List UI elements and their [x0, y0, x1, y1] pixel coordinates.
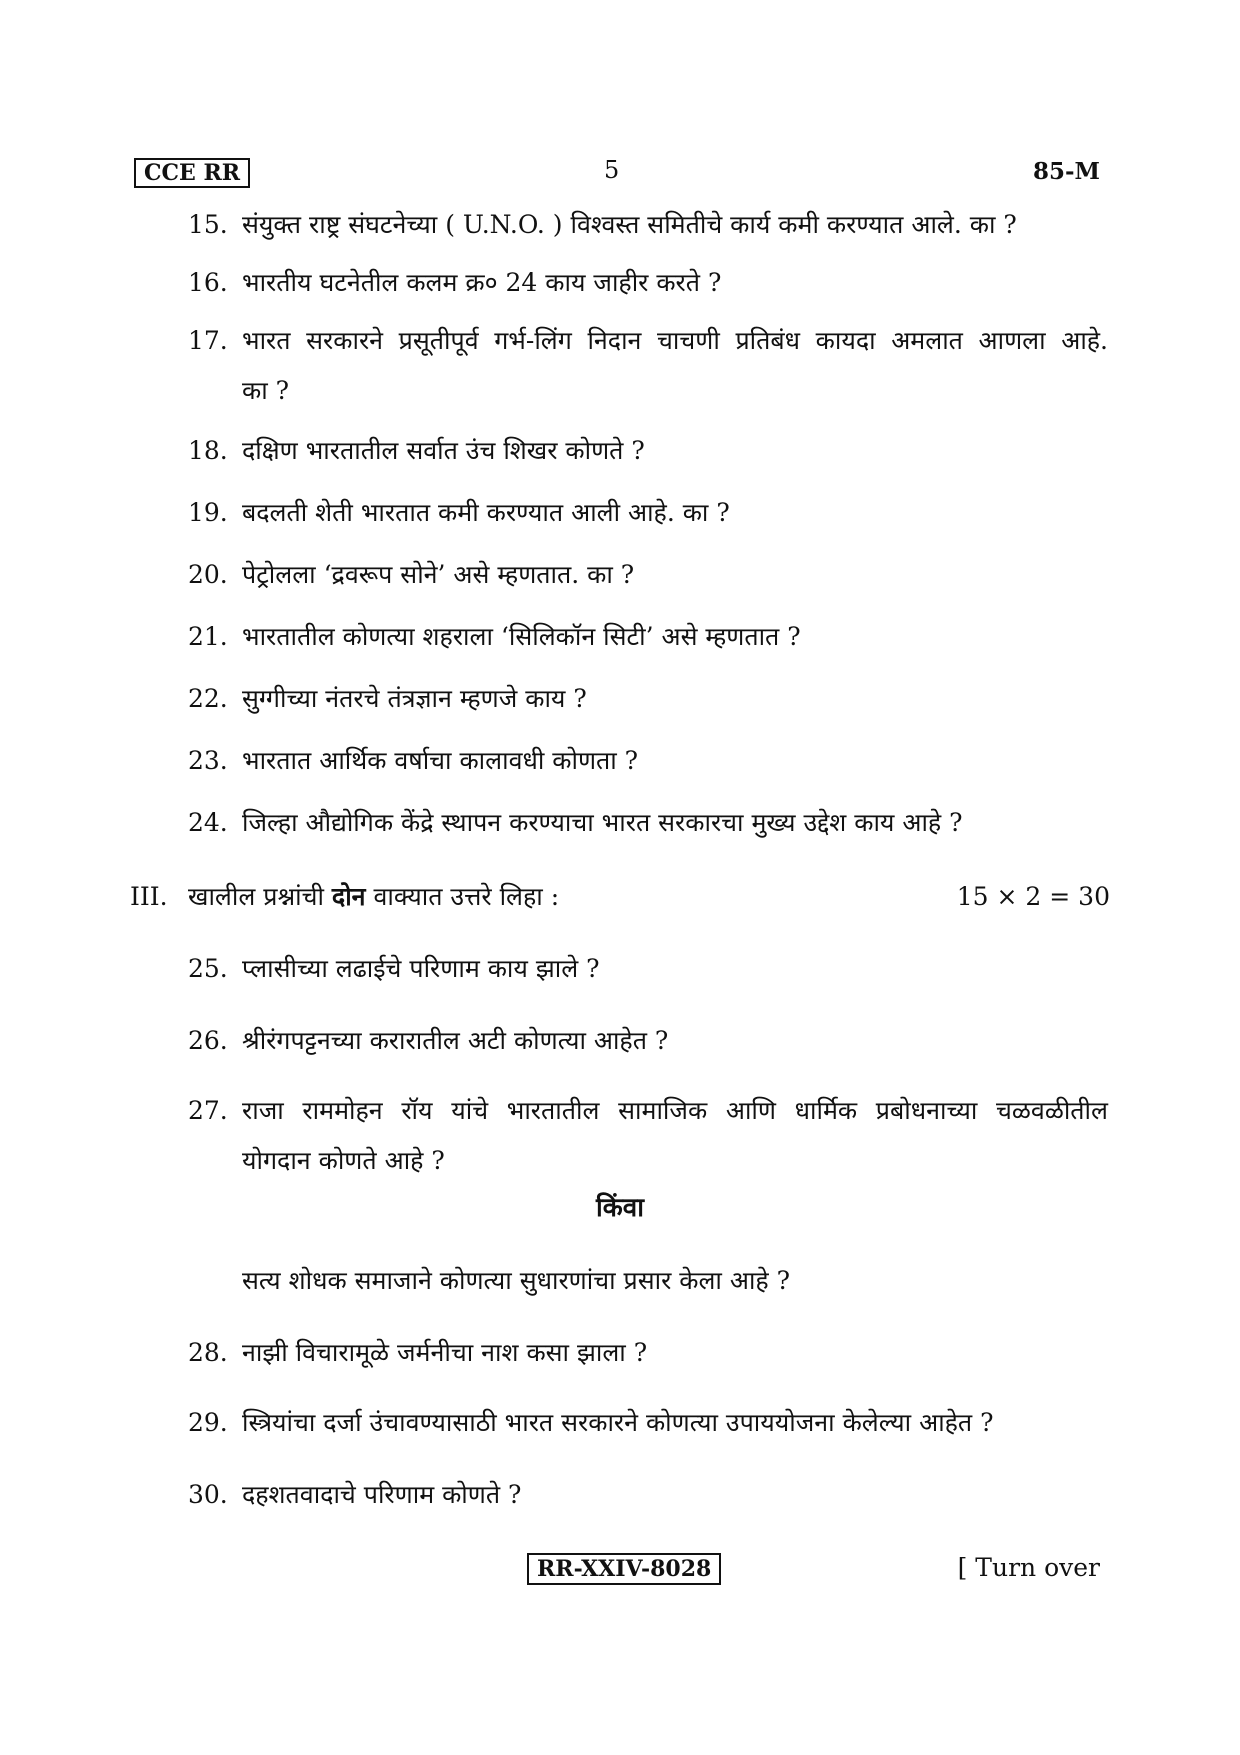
question-text: दहशतवादाचे परिणाम कोणते ? [242, 1480, 522, 1509]
paper-code: 85-M [1032, 158, 1100, 185]
question-number: 17. [188, 326, 228, 355]
question-21 [188, 612, 1108, 662]
question-text: नाझी विचारामूळे जर्मनीचा नाश कसा झाला ? [242, 1338, 648, 1367]
question-text: सत्य शोधक समाजाने कोणत्या सुधारणांचा प्रसार केला आहे ? [242, 1266, 791, 1295]
page-number: 5 [604, 156, 620, 184]
question-text: श्रीरंगपट्टनच्या करारातील अटी कोणत्या आहेत ? [242, 1026, 669, 1055]
question-18 [188, 426, 1108, 476]
question-number: 24. [188, 808, 228, 837]
header-code-box: CCE RR [134, 158, 250, 188]
question-text: जिल्हा औद्योगिक केंद्रे स्थापन करण्याचा भारत सरकारचा मुख्य उद्देश काय आहे ? [242, 808, 963, 837]
question-text: प्लासीच्या लढाईचे परिणाम काय झाले ? [242, 954, 600, 983]
question-number: 29. [188, 1408, 228, 1437]
turn-over-label: [ Turn over [957, 1553, 1100, 1582]
question-28 [188, 1328, 1108, 1378]
question-19 [188, 488, 1108, 538]
question-22 [188, 674, 1108, 724]
question-number: 21. [188, 622, 228, 651]
question-text: पेट्रोलला ‘द्रवरूप सोने’ असे म्हणतात. का ? [242, 560, 635, 589]
question-24 [188, 798, 1108, 848]
section-instruction [188, 882, 559, 911]
question-number: 25. [188, 954, 228, 983]
question-number: 23. [188, 746, 228, 775]
question-text: संयुक्त राष्ट्र संघटनेच्या ( U.N.O. ) विश्वस्त समितीचे कार्य कमी करण्यात आले. का ? [242, 210, 1017, 239]
question-text: स्त्रियांचा दर्जा उंचावण्यासाठी भारत सरकारने कोणत्या उपाययोजना केलेल्या आहेत ? [242, 1408, 994, 1437]
question-text: बदलती शेती भारतात कमी करण्यात आली आहे. का ? [242, 498, 730, 527]
question-29 [188, 1398, 1108, 1448]
question-26 [188, 1016, 1108, 1066]
section-marks: 15 × 2 = 30 [956, 882, 1110, 911]
question-25 [188, 944, 1108, 994]
question-text: भारतात आर्थिक वर्षाचा कालावधी कोणता ? [242, 746, 639, 775]
question-number: 16. [188, 268, 228, 297]
section-heading [130, 872, 1110, 922]
question-16 [188, 258, 1108, 308]
question-number: 26. [188, 1026, 228, 1055]
question-text: भारत सरकारने प्रसूतीपूर्व गर्भ-लिंग निदान चाचणी प्रतिबंध कायदा अमलात आणला आहे. [242, 326, 1108, 355]
footer-code-box: RR-XXIV-8028 [527, 1553, 721, 1585]
question-20 [188, 550, 1108, 600]
question-number: 18. [188, 436, 228, 465]
question-number: 22. [188, 684, 228, 713]
or-label: किंवा [596, 1193, 644, 1223]
question-number: 27. [188, 1096, 228, 1125]
question-text: भारतीय घटनेतील कलम क्र० 24 काय जाहीर करते ? [242, 268, 722, 297]
question-text-continued: योगदान कोणते आहे ? [242, 1146, 445, 1175]
question-text: दक्षिण भारतातील सर्वात उंच शिखर कोणते ? [242, 436, 645, 465]
question-number: 19. [188, 498, 228, 527]
question-15 [188, 200, 1108, 250]
question-number: 30. [188, 1480, 228, 1509]
question-text-continued: का ? [242, 376, 290, 405]
instruction-text: खालील प्रश्नांची [188, 882, 332, 911]
question-text: भारतातील कोणत्या शहराला ‘सिलिकॉन सिटी’ असे म्हणतात ? [242, 622, 801, 651]
question-text: सुग्गीच्या नंतरचे तंत्रज्ञान म्हणजे काय ? [242, 684, 587, 713]
question-23 [188, 736, 1108, 786]
question-27 [188, 1086, 1108, 1186]
section-number: III. [130, 882, 168, 911]
instruction-bold: दोन [331, 882, 366, 911]
question-number: 20. [188, 560, 228, 589]
instruction-text-end: वाक्यात उत्तरे लिहा : [365, 882, 560, 911]
question-17 [188, 316, 1108, 416]
question-30 [188, 1470, 1108, 1520]
question-27-alternative [188, 1256, 1108, 1306]
question-text: राजा राममोहन रॉय यांचे भारतातील सामाजिक आणि धार्मिक प्रबोधनाच्या चळवळीतील [242, 1096, 1108, 1125]
question-number: 28. [188, 1338, 228, 1367]
question-number: 15. [188, 210, 228, 239]
